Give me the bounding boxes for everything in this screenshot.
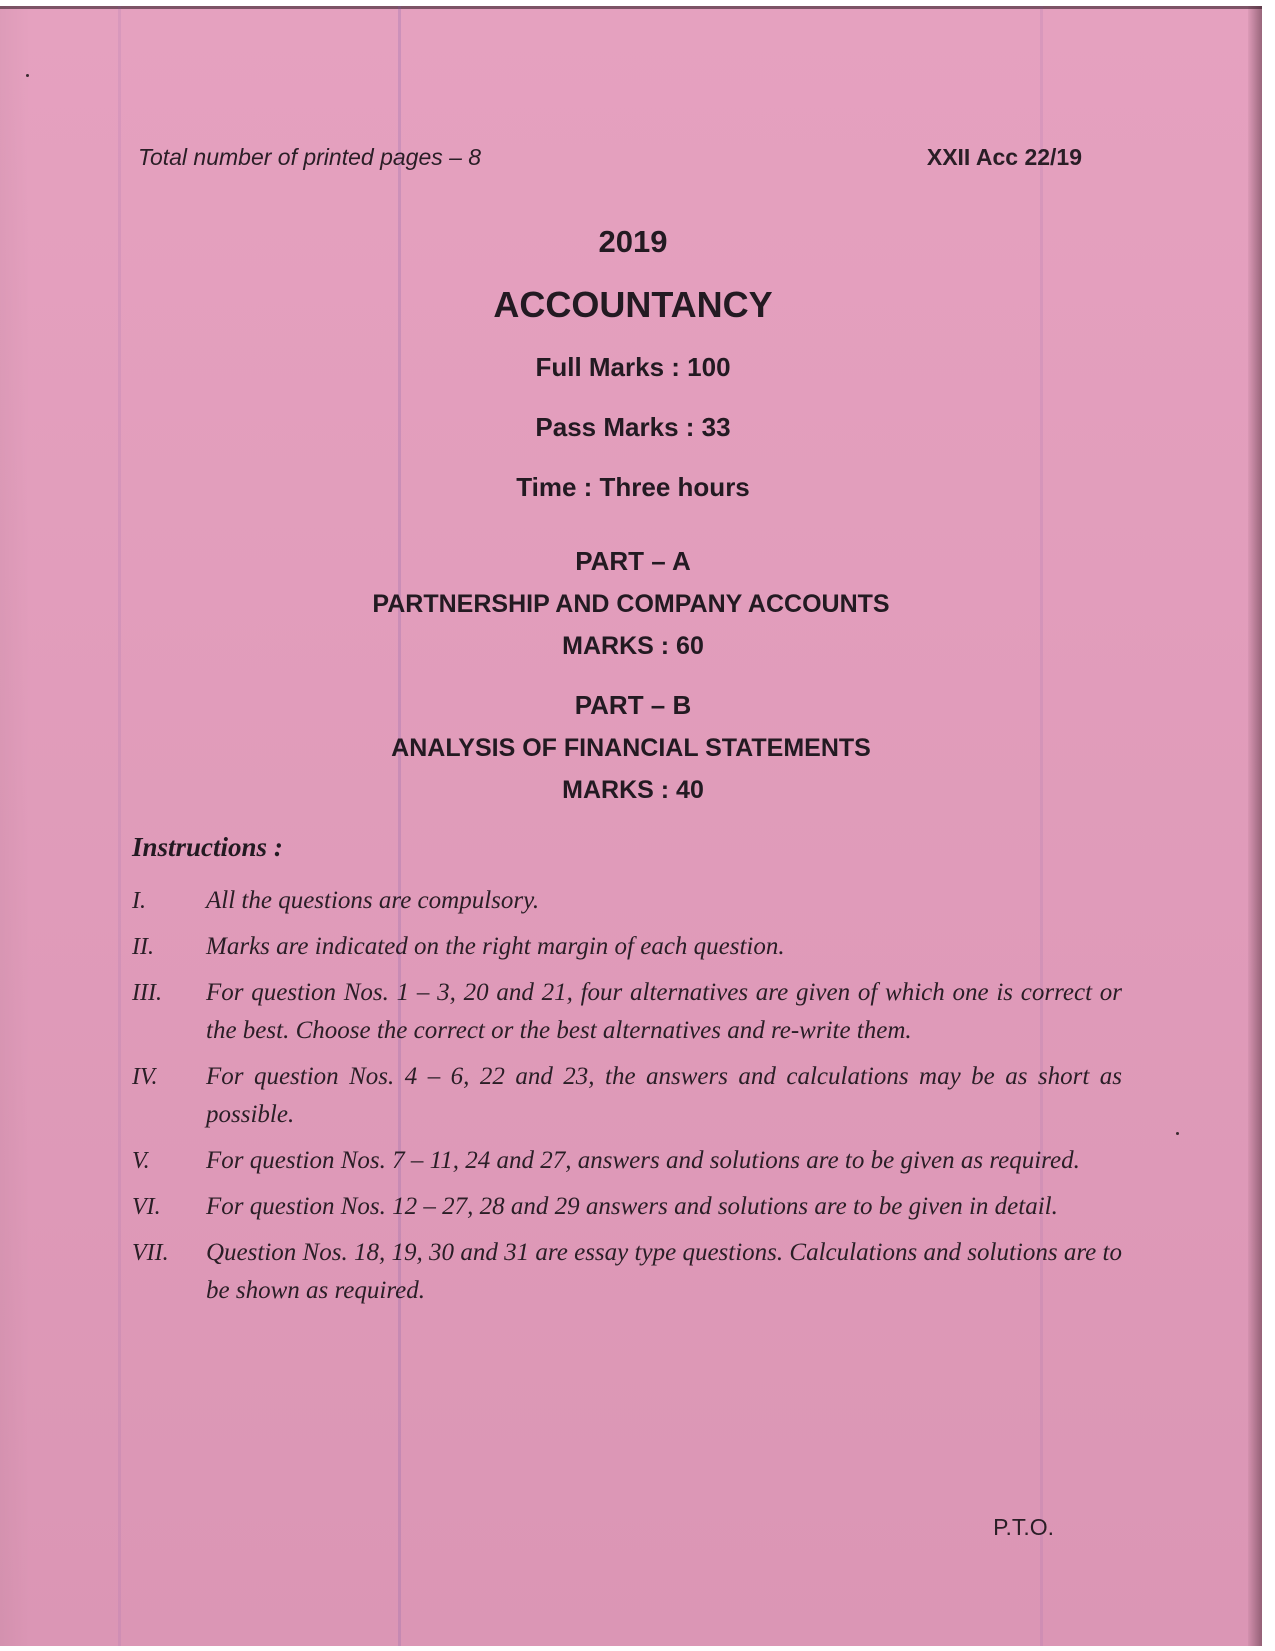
printed-pages-note: Total number of printed pages – 8 — [138, 144, 482, 170]
full-marks: Full Marks : 100 — [535, 352, 731, 382]
instruction-number: I. — [132, 888, 146, 914]
paper-code: XXII Acc 22/19 — [926, 144, 1082, 170]
pass-marks: Pass Marks : 33 — [535, 412, 731, 442]
instruction-number: III. — [132, 980, 162, 1006]
instruction-text: For question Nos. 1 – 3, 20 and 21, four alternatives are given of which one is correct or the best. Choose the correct or the best alternatives and re-write them. — [206, 979, 1122, 1044]
instruction-text: All the questions are compulsory. — [206, 887, 540, 914]
paper-speck — [26, 74, 29, 77]
instruction-item — [132, 1058, 1122, 1134]
paper-speck — [1176, 1132, 1179, 1135]
instruction-text: For question Nos. 4 – 6, 22 and 23, the answers and calculations may be as short as possible. — [206, 1063, 1122, 1128]
instruction-item — [132, 1142, 1122, 1180]
instruction-item — [132, 1234, 1122, 1310]
instruction-number: IV. — [132, 1064, 158, 1090]
please-turn-over: P.T.O. — [993, 1514, 1054, 1540]
instruction-text: Marks are indicated on the right margin of each question. — [206, 933, 785, 960]
exam-year: 2019 — [598, 224, 668, 259]
instruction-number: VII. — [132, 1240, 169, 1266]
instruction-item — [132, 974, 1122, 1050]
instructions-list — [132, 882, 1122, 1318]
instruction-item — [132, 928, 1122, 966]
part-a-marks: MARKS : 60 — [562, 632, 704, 660]
instruction-text: For question Nos. 12 – 27, 28 and 29 answers and solutions are to be given in detail. — [206, 1193, 1058, 1220]
exam-paper-page — [0, 6, 1262, 1646]
instruction-text: Question Nos. 18, 19, 30 and 31 are essay type questions. Calculations and solutions are to be shown as required. — [206, 1239, 1122, 1304]
instruction-number: V. — [132, 1148, 150, 1174]
part-b-title: ANALYSIS OF FINANCIAL STATEMENTS — [391, 734, 871, 762]
instruction-number: II. — [132, 934, 154, 960]
part-b-marks: MARKS : 40 — [562, 776, 704, 804]
part-a-label: PART – A — [575, 546, 691, 576]
page-top-edge — [0, 6, 1262, 9]
instruction-item — [132, 1188, 1122, 1226]
instruction-item — [132, 882, 1122, 920]
instructions-heading: Instructions : — [132, 832, 283, 862]
instruction-number: VI. — [132, 1194, 161, 1220]
subject-title: ACCOUNTANCY — [493, 284, 773, 325]
exam-time: Time : Three hours — [516, 472, 750, 502]
part-b-label: PART – B — [574, 690, 692, 720]
instruction-text: For question Nos. 7 – 11, 24 and 27, answers and solutions are to be given as required. — [206, 1147, 1080, 1174]
part-a-title: PARTNERSHIP AND COMPANY ACCOUNTS — [372, 590, 890, 618]
